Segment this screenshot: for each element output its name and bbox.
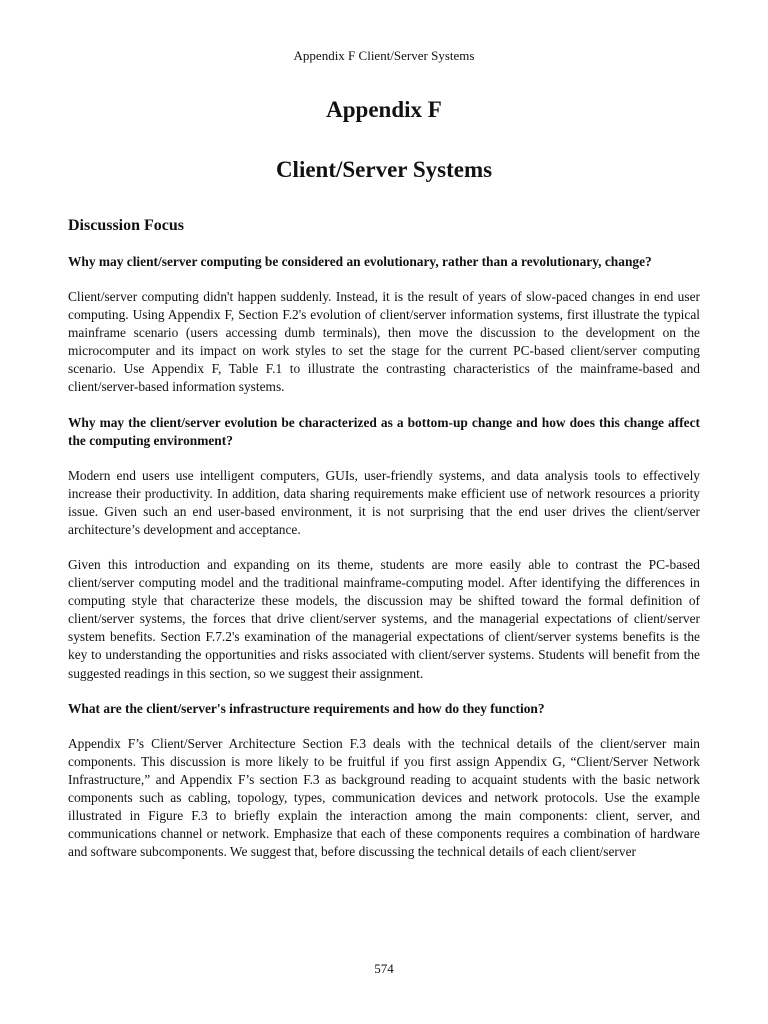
answer-paragraph-4: Appendix F’s Client/Server Architecture Section F.3 deals with the technical details of the client/server main components. This discussion is more likely to be fruitful if you first assign Appendix G, “Client/Server Network Infrastructure,” and Appendix F’s section F.3 as background reading to acquaint students with the basic network components such as cabling, topology, types, communication devices and network protocols. Use the example illustrated in Figure F.3 to briefly explain the interaction among the main components: client, server, and communications channel or network. Emphasize that each of these components requires a combination of hardware and software subcomponents. We suggest that, before discussing the technical details of each client/server (68, 735, 700, 860)
question-3: What are the client/server's infrastructure requirements and how do they function? (68, 700, 545, 716)
answer-paragraph-1: Client/server computing didn't happen suddenly. Instead, it is the result of years of slow-paced changes in end user computing. Using Appendix F, Section F.2's evolution of client/server information systems, first illustrate the typical mainframe scenario (users accessing dumb terminals), then move the discussion to the development on the microcomputer and its impact on work styles to set the stage for the current PC-based client/server computing scenario. Use Appendix F, Table F.1 to illustrate the contrasting characteristics of the mainframe-based and client/server-based information systems. (68, 289, 700, 395)
appendix-title: Appendix F (326, 97, 442, 122)
question-1: Why may client/server computing be considered an evolutionary, rather than a revolutionary, change? (68, 254, 652, 269)
page-number: 574 (374, 961, 394, 976)
question-2: Why may the client/server evolution be characterized as a bottom-up change and how does this change affect the computing environment? (68, 414, 700, 448)
answer-paragraph-2: Modern end users use intelligent computers, GUIs, user-friendly systems, and data analysis tools to effectively increase their productivity. In addition, data sharing requirements make efficient use of network resources a priority issue. Given such an end user-based environment, it is not surprising that the end user drives the client/server architecture’s development and acceptance. (68, 467, 700, 537)
answer-paragraph-3: Given this introduction and expanding on its theme, students are more easily able to contrast the PC-based client/server computing model and the traditional mainframe-computing model. After identifying the differences in computing style that characterize these models, the discussion may be shifted toward the formal definition of client/server systems, the forces that drive client/server systems, and the managerial expectations of client/server system benefits. Section F.7.2's examination of the managerial expectations of client/server systems benefits is the key to understanding the opportunities and risks associated with client/server systems. Students will benefit from the suggested readings in this section, so we suggest their assignment. (68, 556, 700, 681)
running-header: Appendix F Client/Server Systems (293, 48, 475, 63)
page-content (68, 92, 700, 861)
section-heading: Discussion Focus (68, 217, 185, 234)
appendix-subtitle: Client/Server Systems (275, 157, 493, 182)
